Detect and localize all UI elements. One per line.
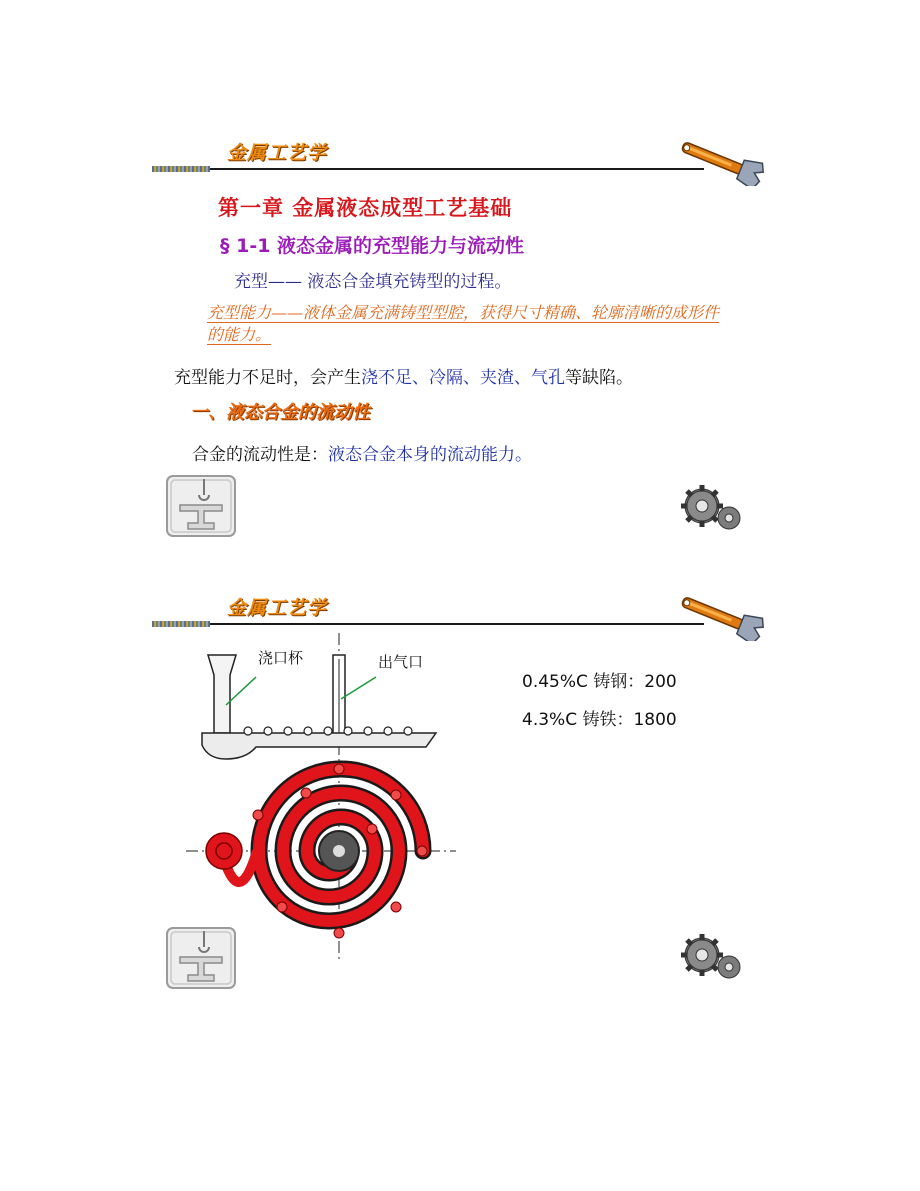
- filling-definition: 充型—— 液态合金填充铸型的过程。: [234, 272, 512, 292]
- sprue-cup-label: 浇口杯: [258, 649, 304, 667]
- slide-1: [0, 130, 920, 580]
- crane-icon: [166, 475, 236, 537]
- brand-title: 金属工艺学: [227, 142, 328, 164]
- fillability-text: 充型能力——液体金属充满铸型型腔，获得尺寸精确、轮廓清晰的成形件的能力。: [207, 303, 720, 344]
- spiral-sprue: [206, 833, 242, 869]
- sprue-cup: [208, 655, 236, 733]
- defects-sentence: [174, 363, 633, 388]
- fillability-definition: [207, 302, 732, 346]
- fluidity-definition: 液态合金本身的流动能力。: [328, 445, 532, 465]
- spiral-channel: [206, 764, 427, 938]
- cast-steel-value: 0.45%C 铸钢：200: [522, 672, 677, 692]
- wrench-icon: [676, 593, 768, 641]
- defects-prefix: 充型能力不足时，会产生: [174, 368, 361, 388]
- header-divider: [210, 168, 704, 170]
- gear-icon: [676, 931, 746, 983]
- fluidity-subheading: 一、液态合金的流动性: [190, 402, 370, 423]
- header-pixel-bar: [152, 166, 210, 172]
- fluidity-sentence: [192, 440, 532, 465]
- wrench-icon: [676, 138, 768, 186]
- gear-icon: [676, 482, 746, 534]
- chapter-title: 第一章 金属液态成型工艺基础: [218, 196, 513, 220]
- fluidity-spiral-diagram: [186, 615, 476, 960]
- slide-2: [0, 585, 920, 1035]
- cast-iron-value: 4.3%C 铸铁：1800: [522, 710, 677, 730]
- vent-label: 出气口: [378, 653, 424, 671]
- fluidity-prefix: 合金的流动性是：: [192, 445, 328, 465]
- section-title: § 1-1 液态金属的充型能力与流动性: [220, 235, 525, 257]
- brand-title: 金属工艺学: [227, 597, 328, 619]
- crane-icon: [166, 927, 236, 989]
- defects-suffix: 等缺陷。: [565, 368, 633, 388]
- mold-base: [202, 733, 436, 759]
- defects-list: 浇不足、冷隔、夹渣、气孔: [361, 368, 565, 388]
